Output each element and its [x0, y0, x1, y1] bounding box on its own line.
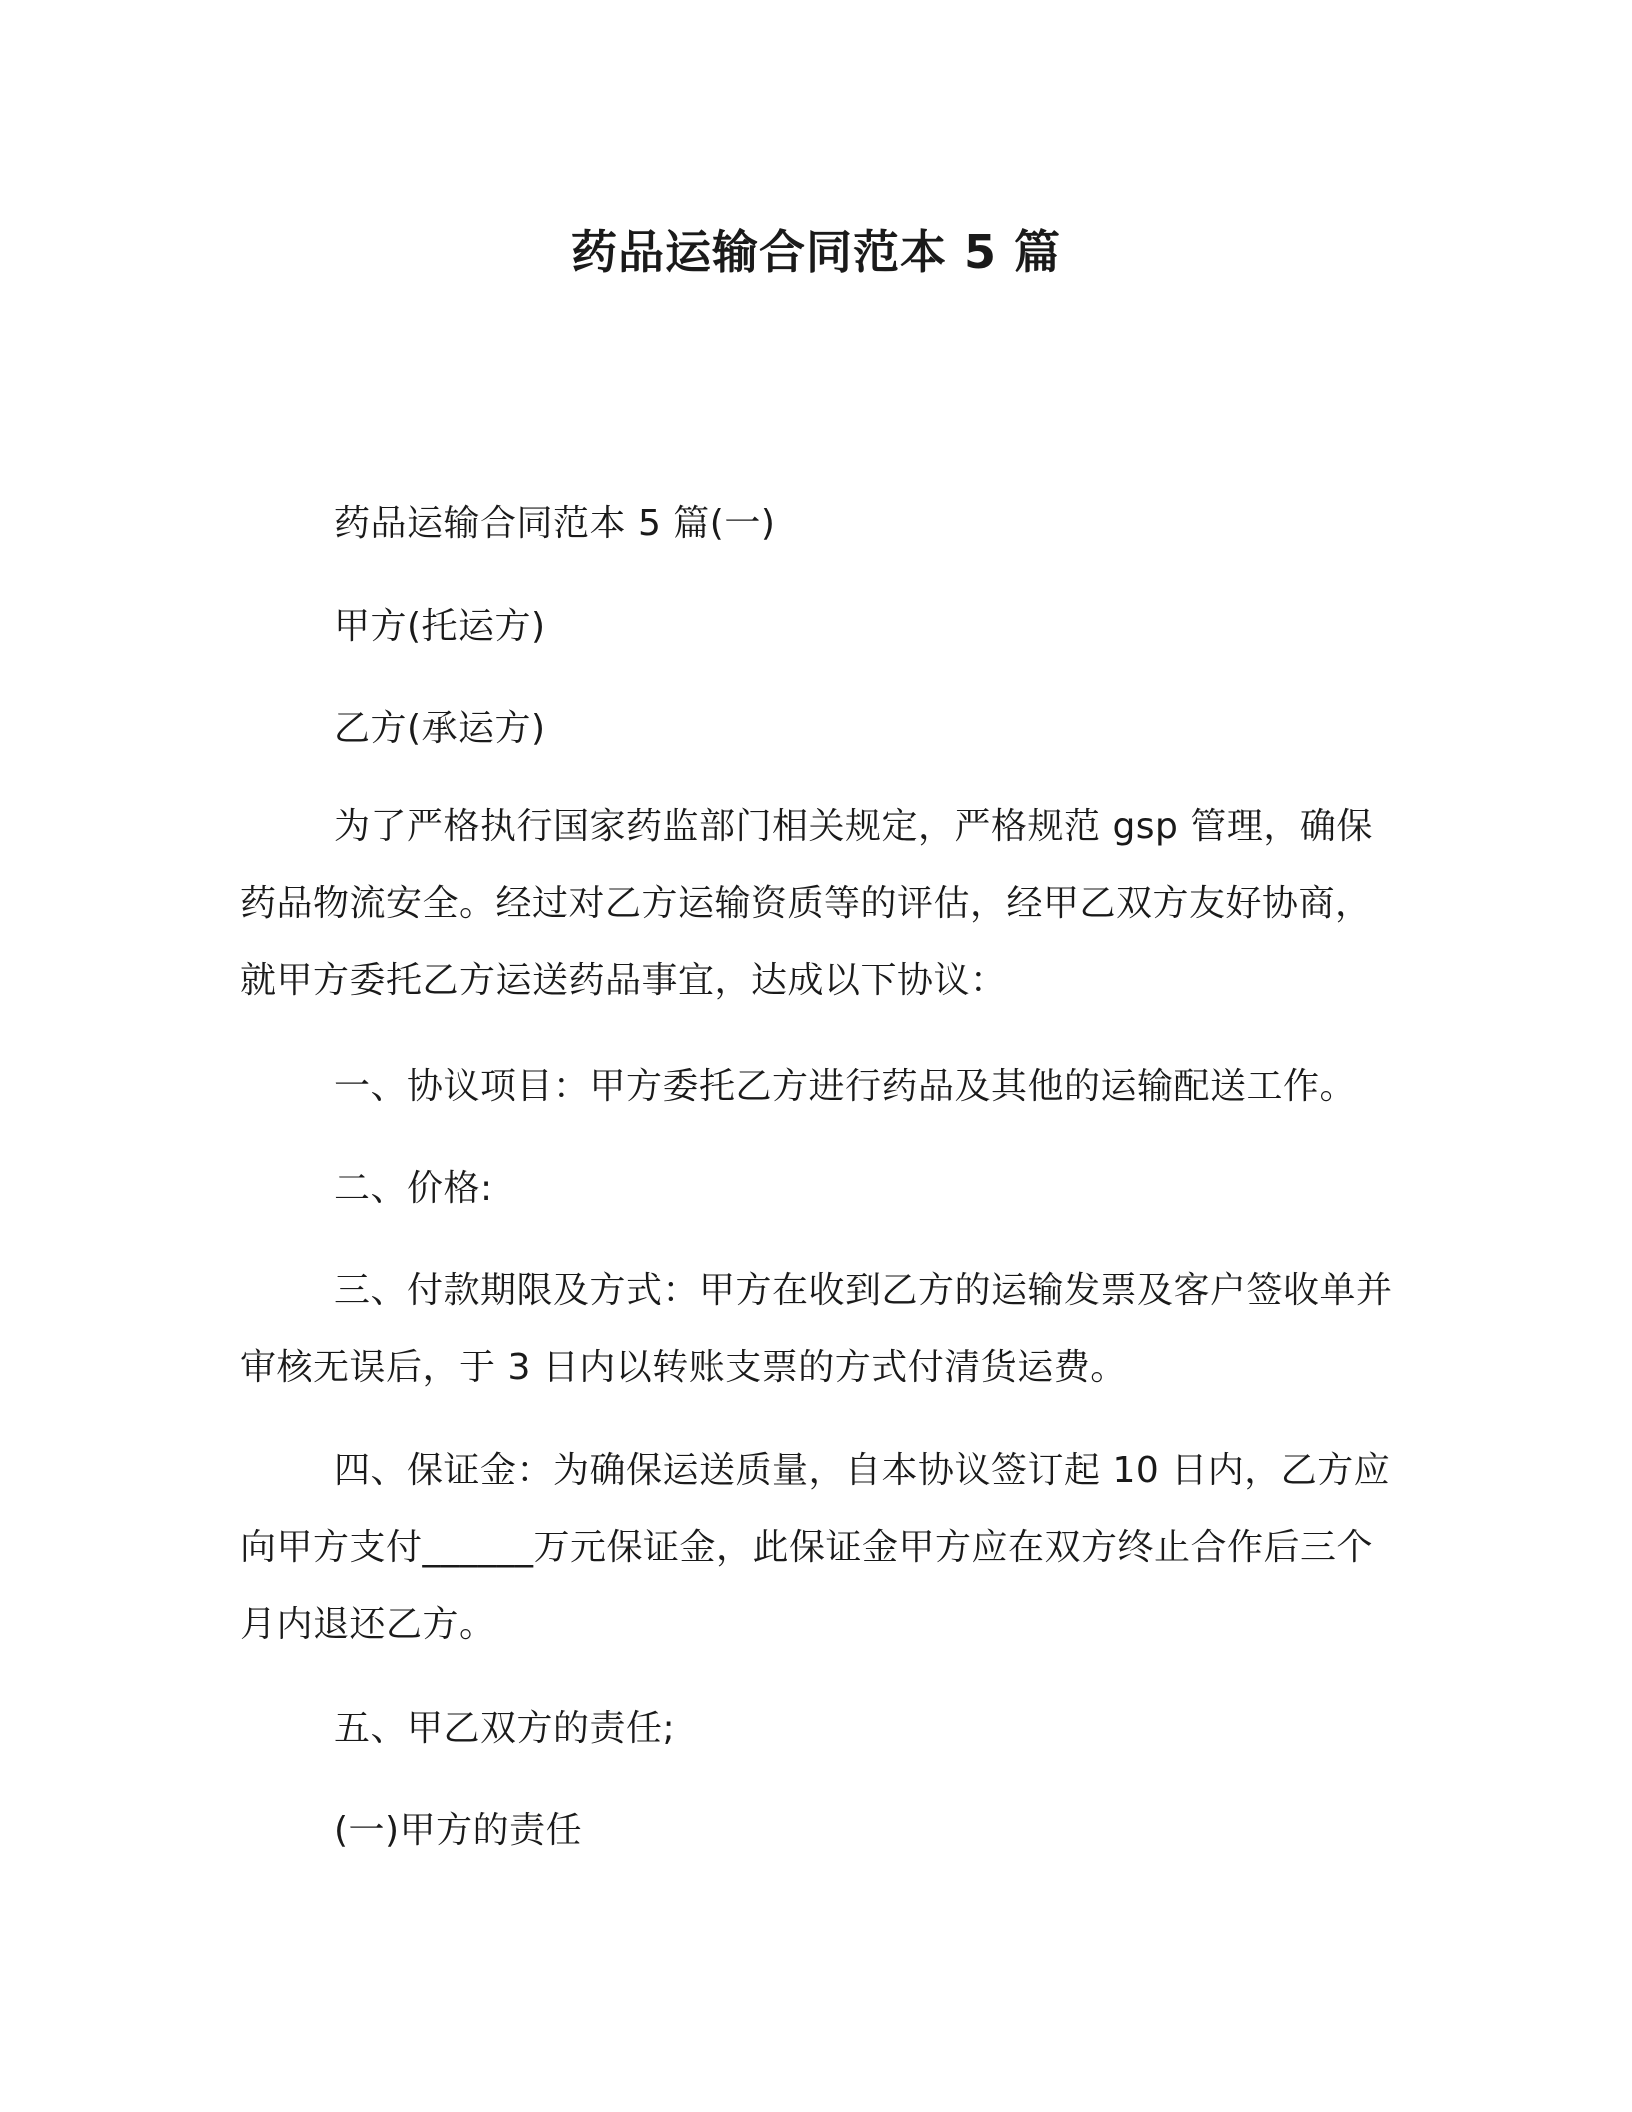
clause-2: 二、价格: — [334, 1168, 493, 1209]
clause-1: 一、协议项目：甲方委托乙方进行药品及其他的运输配送工作。 — [334, 1066, 1357, 1107]
party-b-line: 乙方(承运方) — [334, 708, 546, 749]
section-heading: 药品运输合同范本 5 篇(一) — [334, 503, 776, 544]
clause-4: 四、保证金：为确保运送质量，自本协议签订起 10 日内，乙方应向甲方支付______万元保证金，此保证金甲方应在双方终止合作后三个月内退还乙方。 — [240, 1450, 1391, 1645]
intro-paragraph: 为了严格执行国家药监部门相关规定，严格规范 gsp 管理，确保药品物流安全。经过对乙方运输资质等的评估，经甲乙双方友好协商，就甲方委托乙方运送药品事宜，达成以下协议： — [240, 806, 1373, 1001]
party-a-line: 甲方(托运方) — [334, 606, 546, 647]
clause-3: 三、付款期限及方式：甲方在收到乙方的运输发票及客户签收单并审核无误后，于 3 日内以转账支票的方式付清货运费。 — [240, 1270, 1393, 1388]
clause-5: 五、甲乙双方的责任; — [334, 1708, 676, 1749]
clause-5-subheading: (一)甲方的责任 — [334, 1810, 583, 1851]
document-title: 药品运输合同范本 5 篇 — [570, 225, 1062, 279]
